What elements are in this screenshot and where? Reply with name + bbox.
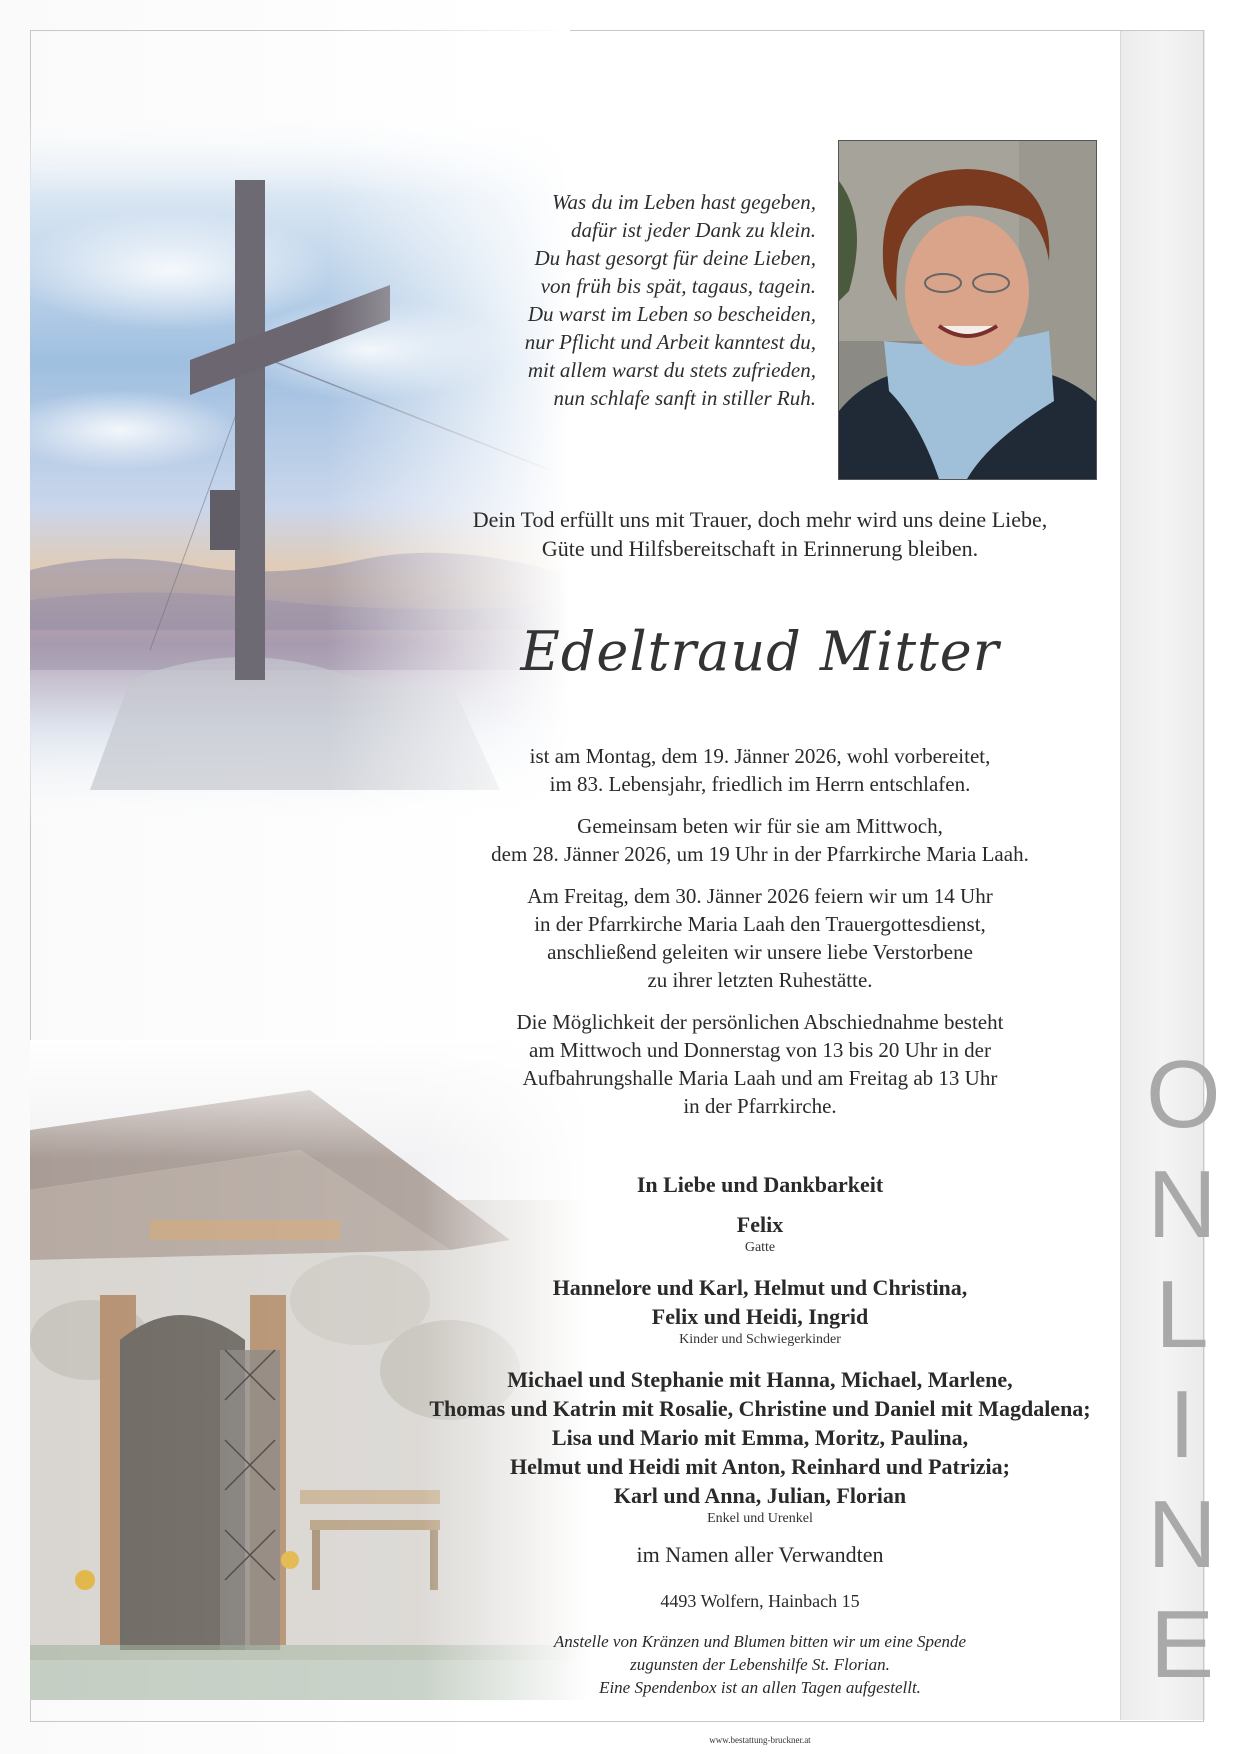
online-watermark [1146, 1040, 1221, 1700]
watermark-letter: N [1147, 1151, 1217, 1258]
consolation-text [400, 505, 1120, 563]
consolation-line: Dein Tod erfüllt uns mit Trauer, doch mehr wird uns deine Liebe, [472, 507, 1048, 532]
deceased-name: Edeltraud Mitter [520, 620, 1000, 683]
memorial-verse [420, 188, 816, 412]
text-line: im 83. Lebensjahr, friedlich im Herrn entschlafen. [549, 772, 971, 796]
text-line: am Mittwoch und Donnerstag von 13 bis 20 Uhr in der [529, 1038, 991, 1062]
summit-cross-image [30, 30, 570, 830]
grandchildren-names: Helmut und Heidi mit Anton, Reinhard und Patrizia; [510, 1454, 1010, 1479]
verse-line: Was du im Leben hast gegeben, [551, 190, 816, 214]
grandchildren-names: Karl und Anna, Julian, Florian [613, 1483, 907, 1508]
verse-line: Du warst im Leben so bescheiden, [527, 302, 816, 326]
verse-line: Du hast gesorgt für deine Lieben, [534, 246, 816, 270]
consolation-line: Güte und Hilfsbereitschaft in Erinnerung bleiben. [541, 536, 979, 561]
verse-line: mit allem warst du stets zufrieden, [527, 358, 816, 382]
watermark-letter: O [1146, 1041, 1221, 1148]
children-relation: Kinder und Schwiegerkinder [679, 1332, 841, 1347]
on-behalf-line: im Namen aller Verwandten [636, 1542, 884, 1567]
text-line: Die Möglichkeit der persönlichen Abschiednahme besteht [516, 1010, 1004, 1034]
spouse-relation: Gatte [744, 1240, 776, 1255]
donation-line: Anstelle von Kränzen und Blumen bitten wir um eine Spende [553, 1632, 967, 1651]
watermark-letter: I [1168, 1371, 1196, 1478]
donation-line: Eine Spendenbox ist an allen Tagen aufgestellt. [599, 1678, 921, 1697]
children-names: Hannelore und Karl, Helmut und Christina, [552, 1275, 968, 1300]
text-line: ist am Montag, dem 19. Jänner 2026, wohl vorbereitet, [529, 744, 991, 768]
watermark-letter: N [1147, 1481, 1217, 1588]
watermark-letter: E [1149, 1591, 1215, 1698]
spouse-name: Felix [736, 1212, 784, 1237]
family-address: 4493 Wolfern, Hainbach 15 [660, 1591, 860, 1611]
grandchildren-names: Thomas und Katrin mit Rosalie, Christine und Daniel mit Magdalena; [429, 1396, 1091, 1421]
verse-line: nun schlafe sanft in stiller Ruh. [553, 386, 816, 410]
mourners-section [360, 1170, 1160, 1699]
grandchildren-names: Lisa und Mario mit Emma, Moritz, Paulina, [551, 1425, 969, 1450]
mourners-heading: In Liebe und Dankbarkeit [636, 1172, 884, 1197]
grandchildren-relation: Enkel und Urenkel [707, 1511, 813, 1526]
grandchildren-names: Michael und Stephanie mit Hanna, Michael, Marlene, [507, 1367, 1013, 1392]
text-line: in der Pfarrkirche Maria Laah den Trauergottesdienst, [534, 912, 986, 936]
watermark-letter: L [1155, 1261, 1209, 1368]
text-line: dem 28. Jänner 2026, um 19 Uhr in der Pfarrkirche Maria Laah. [491, 842, 1029, 866]
children-names: Felix und Heidi, Ingrid [651, 1304, 869, 1329]
text-line: Am Freitag, dem 30. Jänner 2026 feiern wir um 14 Uhr [527, 884, 993, 908]
text-line: in der Pfarrkirche. [683, 1094, 837, 1118]
text-line: zu ihrer letzten Ruhestätte. [647, 968, 873, 992]
funeral-home-website: www.bestattung-bruckner.at [709, 1735, 811, 1745]
verse-line: dafür ist jeder Dank zu klein. [571, 218, 816, 242]
verse-line: von früh bis spät, tagaus, tagein. [540, 274, 816, 298]
text-line: Gemeinsam beten wir für sie am Mittwoch, [577, 814, 943, 838]
verse-line: nur Pflicht und Arbeit kanntest du, [524, 330, 816, 354]
donation-line: zugunsten der Lebenshilfe St. Florian. [630, 1655, 890, 1674]
text-line: anschließend geleiten wir unsere liebe Verstorbene [547, 940, 973, 964]
portrait-photo [838, 140, 1097, 480]
text-line: Aufbahrungshalle Maria Laah und am Freitag ab 13 Uhr [522, 1066, 998, 1090]
donation-request [360, 1630, 1160, 1699]
announcement-text [400, 728, 1120, 1134]
